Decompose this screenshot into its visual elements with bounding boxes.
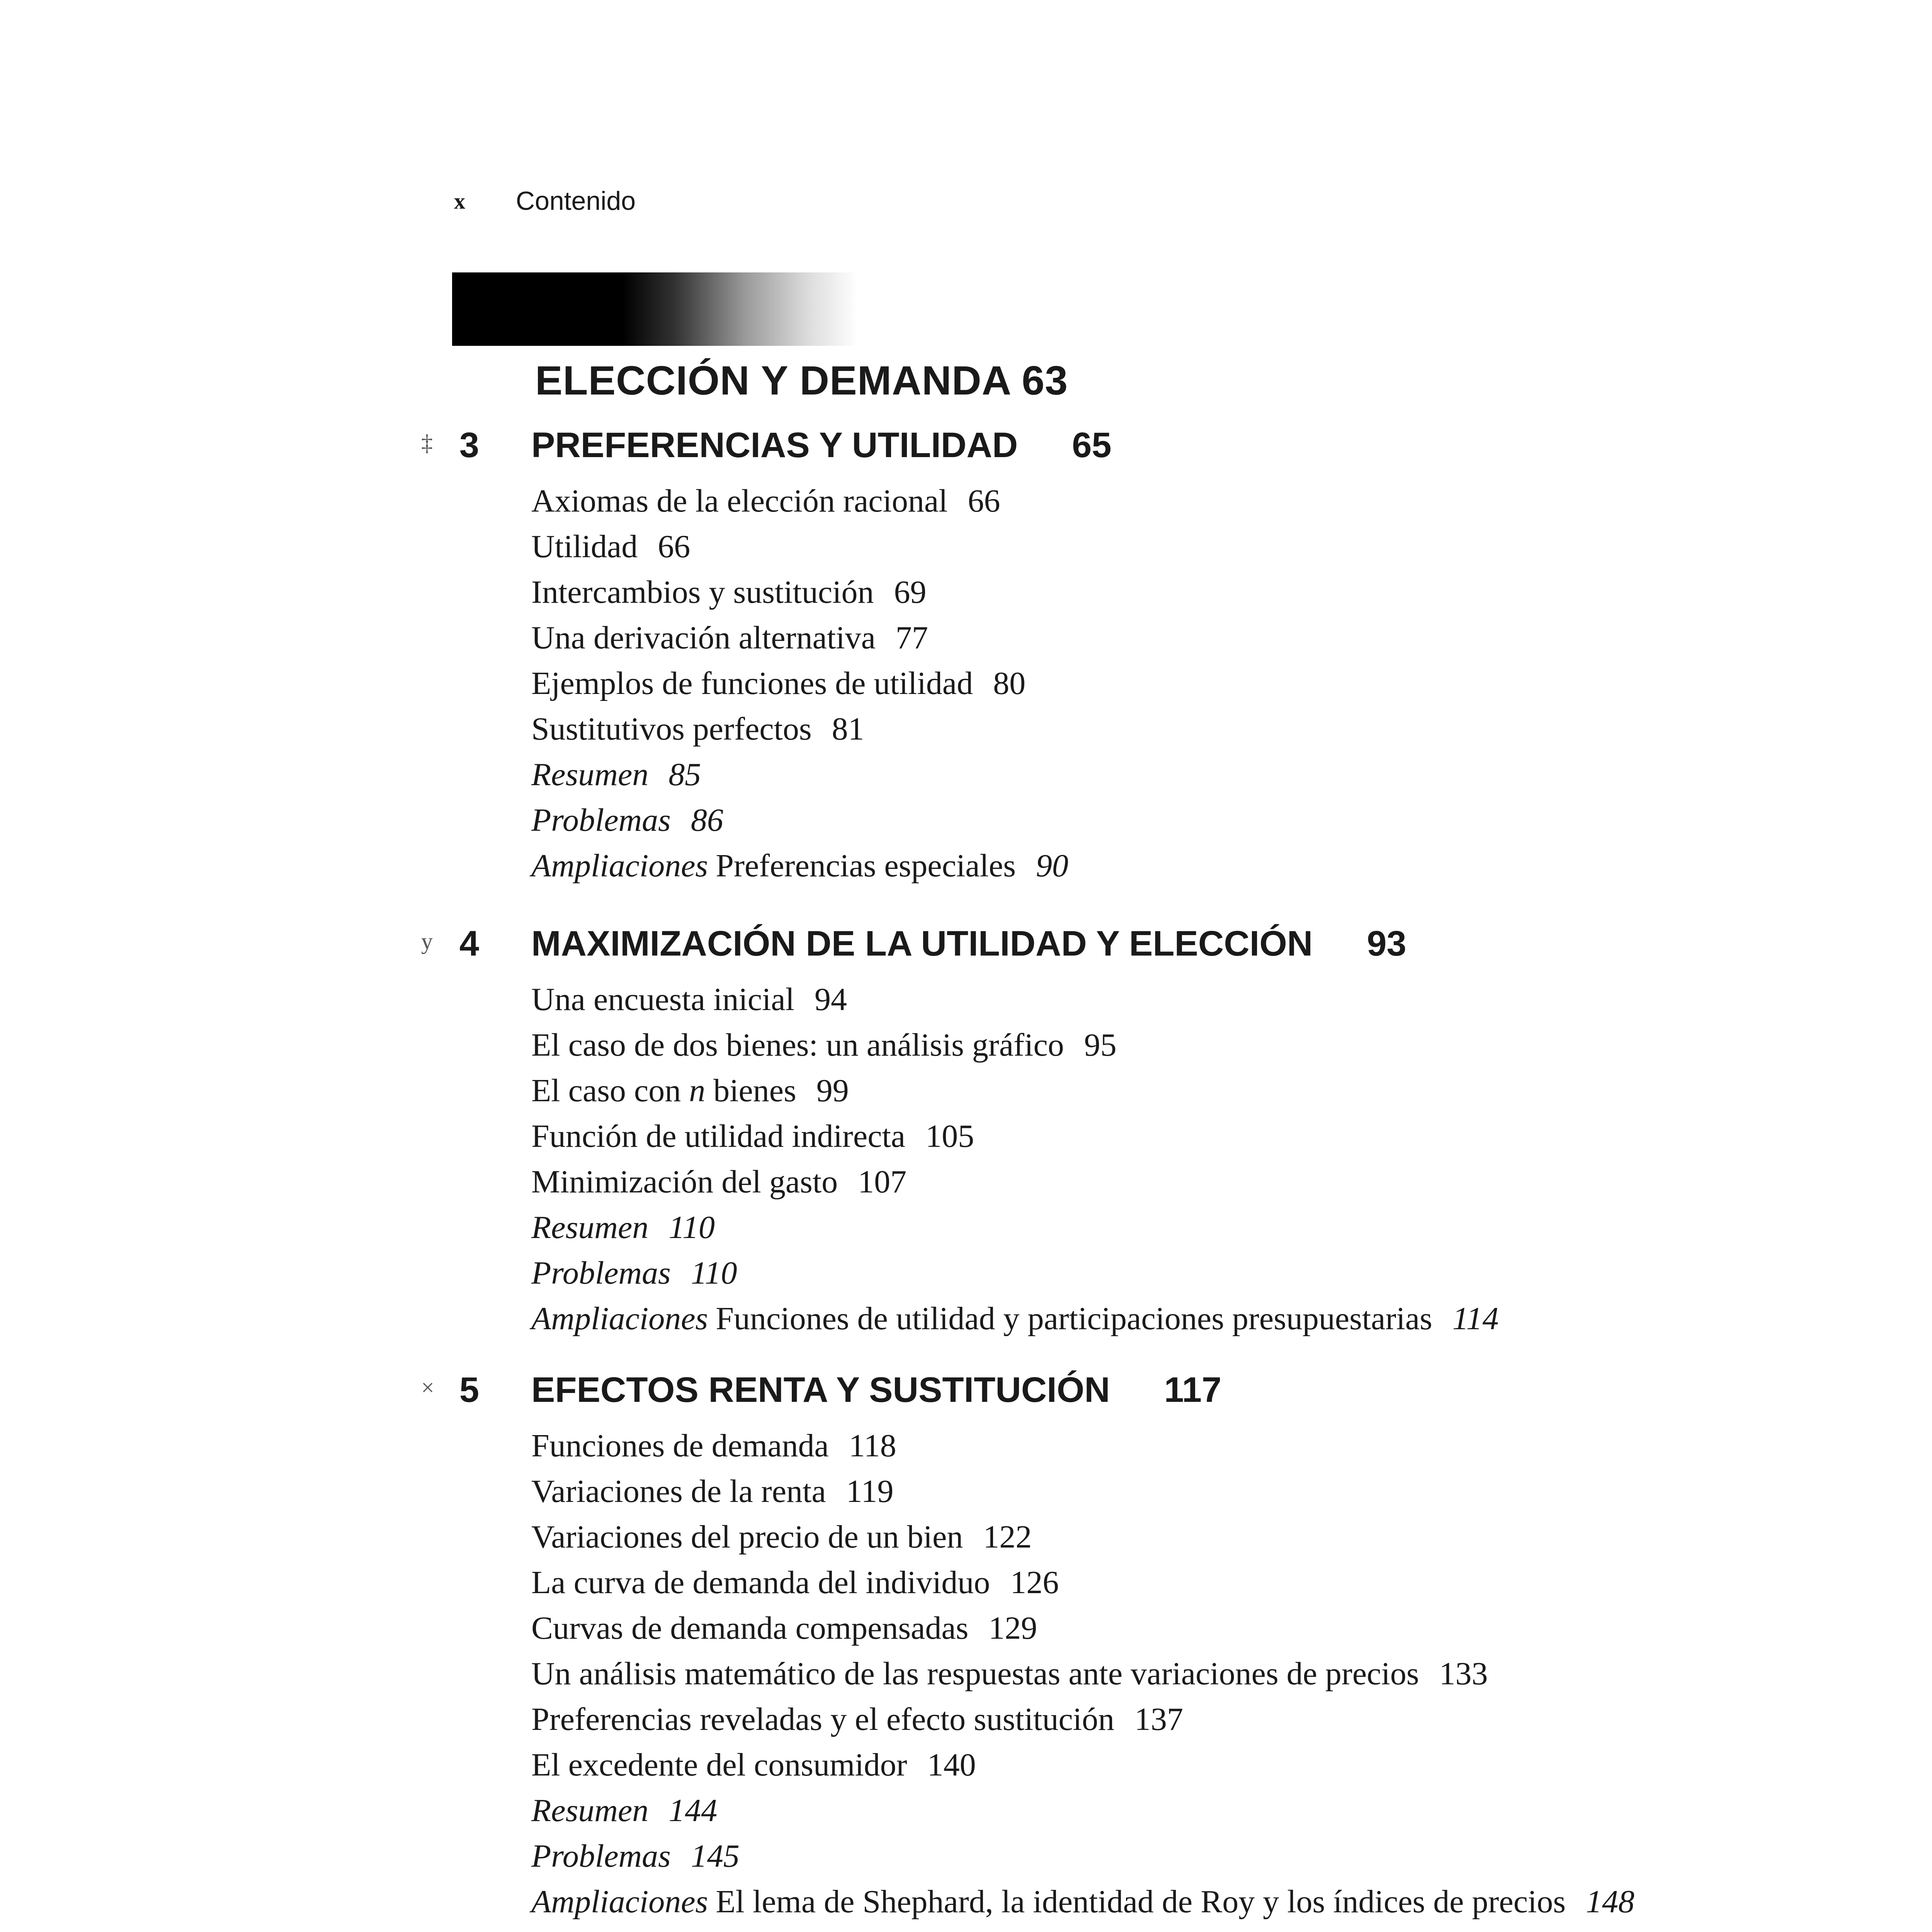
entry-page: 114 (1452, 1301, 1499, 1337)
entry-page: 122 (983, 1519, 1032, 1555)
toc-entry (531, 1159, 1499, 1205)
chapter-number: 3 (459, 425, 479, 465)
entry-subtitle: El lema de Shephard, la identidad de Roy y los índices de precios (716, 1884, 1566, 1920)
running-header-title: Contenido (516, 186, 636, 216)
toc-entry-problems (531, 1833, 1634, 1879)
entry-label: Ejemplos de funciones de utilidad (531, 665, 973, 701)
margin-mark: ‡ (421, 430, 433, 456)
toc-entry (531, 524, 1068, 570)
chapter-page: 65 (1072, 425, 1112, 465)
toc-entry (531, 661, 1068, 706)
entry-page: 126 (1010, 1565, 1059, 1600)
entry-page: 140 (927, 1747, 976, 1783)
entry-label: Ampliaciones (531, 1884, 708, 1920)
toc-entry (531, 570, 1068, 615)
entry-page: 118 (849, 1428, 896, 1464)
toc-entry-extensions (531, 1296, 1499, 1342)
toc-entry (531, 1514, 1634, 1560)
entry-page: 148 (1586, 1884, 1634, 1920)
entry-label: Resumen (531, 1209, 649, 1245)
entry-label-pre: El caso con (531, 1073, 689, 1109)
chapter-number: 5 (459, 1370, 479, 1410)
page-folio: x (454, 188, 465, 214)
entry-subtitle: Preferencias especiales (716, 848, 1016, 884)
entry-page: 105 (925, 1118, 975, 1154)
chapter-entries (531, 1423, 1634, 1925)
entry-label: Problemas (531, 1838, 671, 1874)
entry-label: Problemas (531, 802, 671, 838)
entry-page: 66 (968, 483, 1000, 519)
toc-entry-extensions (531, 843, 1068, 889)
entry-label: Problemas (531, 1255, 671, 1291)
toc-entry (531, 1068, 1499, 1114)
entry-page: 81 (832, 711, 864, 747)
part-banner-bar (452, 272, 858, 346)
chapter-entries (531, 977, 1499, 1342)
chapter-entries (531, 478, 1068, 889)
entry-page: 144 (668, 1793, 718, 1828)
entry-page: 137 (1134, 1701, 1184, 1737)
margin-mark: y (421, 929, 433, 954)
toc-entry (531, 1114, 1499, 1159)
entry-label: Resumen (531, 1793, 649, 1828)
toc-entry (531, 1022, 1499, 1068)
toc-entry (531, 1651, 1634, 1697)
entry-label: Intercambios y sustitución (531, 574, 874, 610)
entry-label: La curva de demanda del individuo (531, 1565, 990, 1600)
entry-label: Función de utilidad indirecta (531, 1118, 906, 1154)
entry-page: 119 (846, 1473, 894, 1509)
toc-entry-summary (531, 752, 1068, 798)
entry-page: 80 (993, 665, 1026, 701)
entry-page: 107 (858, 1164, 907, 1200)
toc-entry-extensions (531, 1879, 1634, 1925)
part-page: 63 (1022, 358, 1068, 403)
chapter-page: 117 (1164, 1370, 1222, 1410)
entry-page: 69 (894, 574, 927, 610)
chapter-page: 93 (1367, 924, 1406, 963)
chapter-title (531, 1370, 1221, 1410)
entry-label: Resumen (531, 757, 649, 793)
entry-label: Ampliaciones (531, 1301, 708, 1337)
toc-entry-problems (531, 798, 1068, 843)
entry-label: Minimización del gasto (531, 1164, 838, 1200)
entry-label (531, 1073, 796, 1109)
entry-label: El excedente del consumidor (531, 1747, 907, 1783)
chapter-title (531, 923, 1406, 964)
toc-entry (531, 1697, 1634, 1742)
entry-page: 145 (690, 1838, 740, 1874)
toc-entry (531, 1742, 1634, 1788)
running-header (454, 184, 636, 218)
entry-page: 66 (658, 529, 690, 565)
entry-label-post: bienes (705, 1073, 796, 1109)
entry-label: Variaciones del precio de un bien (531, 1519, 963, 1555)
entry-label: Preferencias reveladas y el efecto sustitución (531, 1701, 1115, 1737)
margin-mark: × (421, 1375, 434, 1400)
entry-label: El caso de dos bienes: un análisis gráfico (531, 1027, 1064, 1063)
toc-entry (531, 1560, 1634, 1605)
part-heading (535, 357, 1068, 404)
entry-label: Sustitutivos perfectos (531, 711, 812, 747)
entry-page: 110 (690, 1255, 737, 1291)
entry-label-variable: n (689, 1073, 706, 1109)
toc-entry (531, 615, 1068, 661)
toc-entry-summary (531, 1205, 1499, 1250)
entry-page: 77 (895, 620, 928, 656)
toc-entry (531, 706, 1068, 752)
entry-page: 133 (1439, 1656, 1488, 1692)
toc-entry (531, 478, 1068, 524)
entry-label: Un análisis matemático de las respuestas ante variaciones de precios (531, 1656, 1419, 1692)
entry-label: Axiomas de la elección racional (531, 483, 948, 519)
entry-page: 95 (1084, 1027, 1117, 1063)
entry-subtitle: Funciones de utilidad y participaciones presupuestarias (716, 1301, 1432, 1337)
entry-label: Una derivación alternativa (531, 620, 876, 656)
entry-page: 85 (668, 757, 701, 793)
toc-entry-problems (531, 1250, 1499, 1296)
entry-label: Una encuesta inicial (531, 981, 795, 1017)
entry-label: Utilidad (531, 529, 638, 565)
entry-page: 90 (1036, 848, 1068, 884)
chapter-number: 4 (459, 924, 479, 963)
entry-page: 94 (815, 981, 847, 1017)
entry-page: 99 (816, 1073, 849, 1109)
toc-entry (531, 1469, 1634, 1514)
toc-entry (531, 1423, 1634, 1469)
chapter-title-text: MAXIMIZACIÓN DE LA UTILIDAD Y ELECCIÓN (531, 924, 1313, 963)
chapter-title (531, 425, 1112, 466)
toc-entry (531, 1605, 1634, 1651)
toc-entry (531, 977, 1499, 1022)
entry-page: 86 (690, 802, 723, 838)
chapter-title-text: EFECTOS RENTA Y SUSTITUCIÓN (531, 1370, 1110, 1410)
part-title: ELECCIÓN Y DEMANDA (535, 358, 1012, 403)
entry-label: Ampliaciones (531, 848, 708, 884)
entry-label: Funciones de demanda (531, 1428, 829, 1464)
entry-label: Variaciones de la renta (531, 1473, 826, 1509)
chapter-title-text: PREFERENCIAS Y UTILIDAD (531, 425, 1018, 465)
entry-page: 110 (668, 1209, 715, 1245)
entry-label: Curvas de demanda compensadas (531, 1610, 969, 1646)
entry-page: 129 (988, 1610, 1037, 1646)
toc-entry-summary (531, 1788, 1634, 1833)
